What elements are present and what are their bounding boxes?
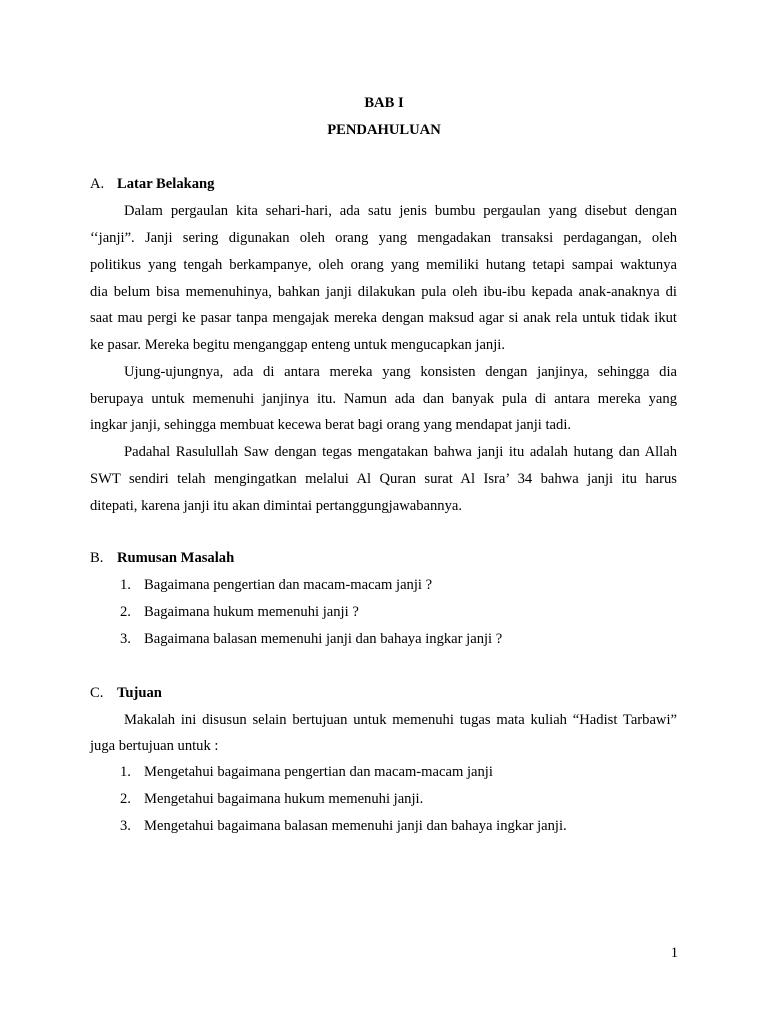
list-item	[120, 630, 502, 648]
paragraph-line: ditepati, karena janji itu akan dimintai pertanggungjawabannya.	[90, 498, 463, 514]
list-item-number: 3.	[120, 818, 131, 834]
section-b-letter: B.	[90, 550, 104, 566]
list-item-text: Bagaimana balasan memenuhi janji dan bahaya ingkar janji ?	[144, 631, 503, 647]
paragraph-line: saat mau pergi ke pasar tanpa mengajak mereka dengan maksud agar si anak rela untuk tidak ikut	[90, 310, 677, 326]
list-item	[120, 603, 359, 621]
list-item	[120, 576, 432, 594]
section-b-heading	[90, 549, 234, 567]
list-item-text: Bagaimana pengertian dan macam-macam janji ?	[144, 577, 433, 593]
list-item	[120, 790, 423, 808]
paragraph-line: ke pasar. Mereka begitu menganggap enteng untuk mengucapkan janji.	[90, 337, 505, 353]
section-a-heading	[90, 175, 214, 193]
chapter-label: BAB I	[364, 95, 404, 111]
paragraph-line: Padahal Rasulullah Saw dengan tegas mengatakan bahwa janji itu adalah hutang dan Allah	[124, 444, 677, 460]
paragraph-line: politikus yang tengah berkampanye, oleh orang yang memiliki hutang tetapi sampai waktunya	[90, 257, 677, 273]
list-item	[120, 763, 493, 781]
paragraph-line: dia belum bisa memenuhinya, bahkan janji dilakukan pula oleh ibu-ibu kepada anak-anaknya di	[90, 284, 677, 300]
list-item-text: Mengetahui bagaimana hukum memenuhi janji.	[144, 791, 424, 807]
paragraph-line: ingkar janji, sehingga membuat kecewa berat bagi orang yang mendapat janji tadi.	[90, 417, 572, 433]
section-c-heading	[90, 684, 162, 702]
paragraph-line: SWT sendiri telah mengingatkan melalui Al Quran surat Al Isra’ 34 bahwa janji itu harus	[90, 471, 677, 487]
page-number: 1	[670, 945, 678, 961]
section-c-title: Tujuan	[117, 685, 162, 701]
paragraph-line: Makalah ini disusun selain bertujuan untuk memenuhi tugas mata kuliah “Hadist Tarbawi”	[124, 712, 677, 728]
paragraph-line: berupaya untuk memenuhi janjinya itu. Namun ada dan banyak pula di antara mereka yang	[90, 391, 677, 407]
list-item-number: 3.	[120, 631, 131, 647]
paragraph-line: Dalam pergaulan kita sehari-hari, ada satu jenis bumbu pergaulan yang disebut dengan	[124, 203, 677, 219]
list-item-text: Mengetahui bagaimana balasan memenuhi janji dan bahaya ingkar janji.	[144, 818, 567, 834]
list-item-number: 2.	[120, 791, 131, 807]
paragraph-line: ‘‘janji”. Janji sering digunakan oleh orang yang mengadakan transaksi perdagangan, oleh	[90, 230, 677, 246]
section-c-letter: C.	[90, 685, 104, 701]
section-a-letter: A.	[90, 176, 105, 192]
list-item-number: 1.	[120, 577, 131, 593]
list-item-number: 2.	[120, 604, 131, 620]
list-item-text: Mengetahui bagaimana pengertian dan macam-macam janji	[144, 764, 493, 780]
chapter-title: PENDAHULUAN	[327, 122, 441, 138]
list-item-text: Bagaimana hukum memenuhi janji ?	[144, 604, 359, 620]
list-item	[120, 817, 567, 835]
paragraph-line: juga bertujuan untuk :	[90, 738, 219, 754]
list-item-number: 1.	[120, 764, 131, 780]
paragraph-line: Ujung-ujungnya, ada di antara mereka yang konsisten dengan janjinya, sehingga dia	[124, 364, 677, 380]
section-a-title: Latar Belakang	[117, 176, 215, 192]
section-b-title: Rumusan Masalah	[117, 550, 235, 566]
